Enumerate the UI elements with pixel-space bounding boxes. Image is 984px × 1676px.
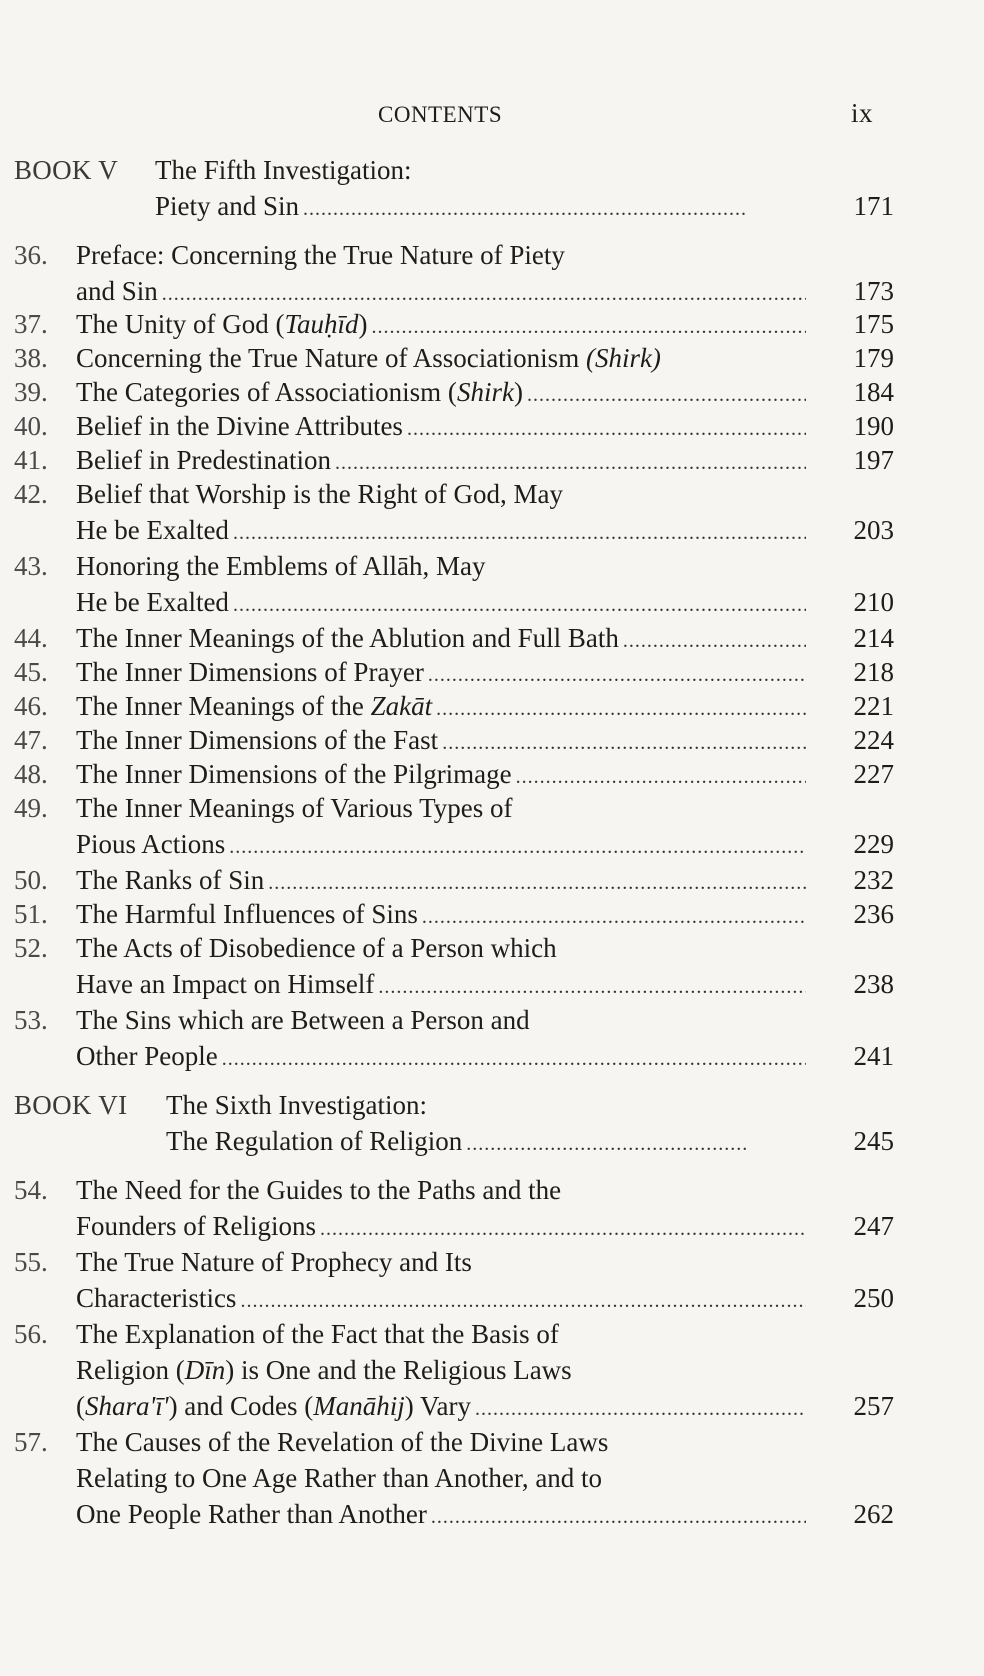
- chapter-number: 42.: [14, 479, 48, 509]
- page-number: 224: [853, 725, 894, 755]
- entry-title-line: The Ranks of Sin .....: [76, 862, 810, 898]
- entry-title-line: and Sin .....: [76, 273, 810, 309]
- page-number: 257: [853, 1391, 894, 1421]
- entry-title-line: The Categories of Associationism (Shirk) .....: [76, 374, 810, 410]
- entry-title-line: The Inner Dimensions of the Pilgrimage .....: [76, 756, 810, 792]
- entry-title-line: Relating to One Age Rather than Another, and to: [76, 1463, 603, 1493]
- page-number: 214: [853, 623, 894, 653]
- book-label: BOOK V: [14, 155, 119, 185]
- chapter-number: 43.: [14, 551, 48, 581]
- entry-title-line: Characteristics .....: [76, 1280, 810, 1316]
- chapter-number: 40.: [14, 411, 48, 441]
- page-number: 175: [853, 309, 894, 339]
- page-number: 221: [853, 691, 894, 721]
- entry-title-line: Belief in Predestination .....: [76, 442, 810, 478]
- book-title-line: The Fifth Investigation:: [155, 155, 412, 185]
- page-number: 173: [853, 276, 894, 306]
- chapter-number: 52.: [14, 933, 48, 963]
- entry-title-line: Have an Impact on Himself .....: [76, 966, 810, 1002]
- entry-title-line: Preface: Concerning the True Nature of Piety: [76, 240, 565, 270]
- page-number: 190: [853, 411, 894, 441]
- entry-title-line: Belief in the Divine Attributes .....: [76, 408, 810, 444]
- page-folio: ix: [851, 98, 874, 128]
- entry-title-line: Concerning the True Nature of Associationism (Shirk): [76, 343, 661, 373]
- page-number: 227: [853, 759, 894, 789]
- entry-title-line: The Inner Dimensions of the Fast .....: [76, 722, 810, 758]
- chapter-number: 51.: [14, 899, 48, 929]
- page-number: 184: [853, 377, 894, 407]
- chapter-number: 39.: [14, 377, 48, 407]
- page-number: 247: [853, 1211, 894, 1241]
- book-label: BOOK VI: [14, 1090, 128, 1120]
- page-number: 203: [853, 515, 894, 545]
- entry-title-line: The Inner Meanings of Various Types of: [76, 793, 513, 823]
- entry-title-line: The Explanation of the Fact that the Basis of: [76, 1319, 559, 1349]
- chapter-number: 55.: [14, 1247, 48, 1277]
- page-number: 241: [853, 1041, 894, 1071]
- entry-title-line: The Harmful Influences of Sins .....: [76, 896, 810, 932]
- page-number: 197: [853, 445, 894, 475]
- entry-title-line: The Need for the Guides to the Paths and the: [76, 1175, 562, 1205]
- entry-title-line: One People Rather than Another .....: [76, 1496, 810, 1532]
- entry-title-line: The Causes of the Revelation of the Divine Laws: [76, 1427, 609, 1457]
- entry-title-line: The Unity of God (Tauḥīd) .....: [76, 306, 810, 342]
- chapter-number: 57.: [14, 1427, 48, 1457]
- chapter-number: 54.: [14, 1175, 48, 1205]
- entry-title-line: The Sins which are Between a Person and: [76, 1005, 530, 1035]
- page-number: 262: [853, 1499, 894, 1529]
- entry-title-line: Religion (Dīn) is One and the Religious Laws: [76, 1355, 572, 1385]
- page-number: 236: [853, 899, 894, 929]
- chapter-number: 49.: [14, 793, 48, 823]
- entry-title-line: Other People .....: [76, 1038, 810, 1074]
- book-title-line: The Sixth Investigation:: [166, 1090, 427, 1120]
- chapter-number: 44.: [14, 623, 48, 653]
- entry-title-line: He be Exalted .....: [76, 584, 810, 620]
- entry-title-line: Founders of Religions .....: [76, 1208, 810, 1244]
- book-title-line: The Regulation of Religion .....: [166, 1123, 752, 1159]
- chapter-number: 47.: [14, 725, 48, 755]
- chapter-number: 46.: [14, 691, 48, 721]
- page-number: 238: [853, 969, 894, 999]
- entry-title-line: Belief that Worship is the Right of God, May: [76, 479, 564, 509]
- chapter-number: 48.: [14, 759, 48, 789]
- chapter-number: 50.: [14, 865, 48, 895]
- chapter-number: 56.: [14, 1319, 48, 1349]
- entry-title-line: Honoring the Emblems of Allāh, May: [76, 551, 486, 581]
- page-number: 245: [853, 1126, 894, 1156]
- running-head-title: CONTENTS: [378, 102, 503, 127]
- page-number: 210: [853, 587, 894, 617]
- page-number: 179: [853, 343, 894, 373]
- entry-title-line: He be Exalted .....: [76, 512, 810, 548]
- entry-title-line: The Inner Dimensions of Prayer .....: [76, 654, 810, 690]
- page-number: 218: [853, 657, 894, 687]
- page-number: 250: [853, 1283, 894, 1313]
- page-number: 232: [853, 865, 894, 895]
- entry-title-line: The True Nature of Prophecy and Its: [76, 1247, 472, 1277]
- entry-title-line: Pious Actions .....: [76, 826, 810, 862]
- chapter-number: 53.: [14, 1005, 48, 1035]
- chapter-number: 38.: [14, 343, 48, 373]
- chapter-number: 36.: [14, 240, 48, 270]
- chapter-number: 41.: [14, 445, 48, 475]
- entry-title-line: The Acts of Disobedience of a Person which: [76, 933, 557, 963]
- entry-title-line: The Inner Meanings of the Zakāt .....: [76, 688, 810, 724]
- page-number: 171: [853, 191, 894, 221]
- chapter-number: 37.: [14, 309, 48, 339]
- entry-title-line: The Inner Meanings of the Ablution and Full Bath .....: [76, 620, 810, 656]
- page-number: 229: [853, 829, 894, 859]
- entry-title-line: (Shara'ī') and Codes (Manāhij) Vary .....: [76, 1388, 810, 1424]
- chapter-number: 45.: [14, 657, 48, 687]
- running-head: [0, 98, 984, 132]
- book-title-line: Piety and Sin .....: [155, 188, 751, 224]
